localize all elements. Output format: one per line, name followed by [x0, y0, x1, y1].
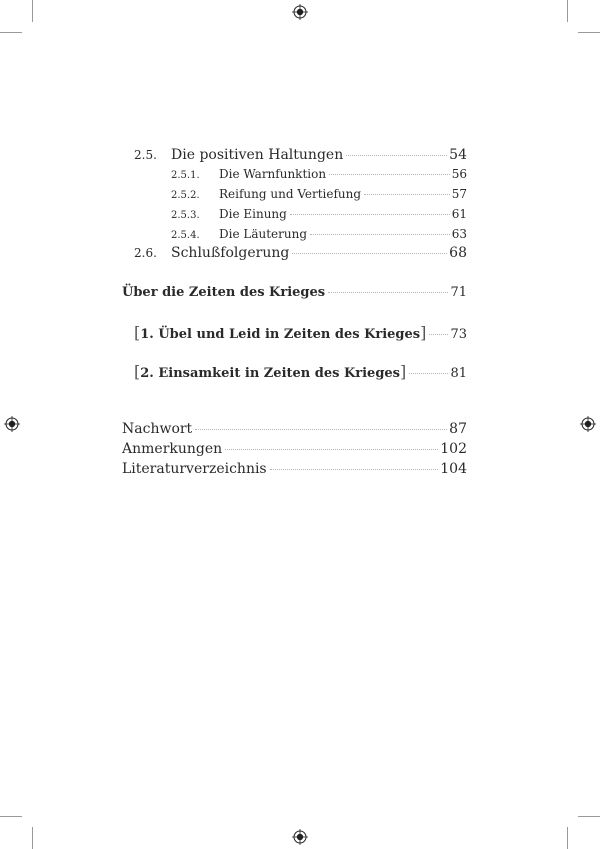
toc-entry-title: Literaturverzeichnis [122, 461, 267, 477]
toc-entry [134, 245, 467, 261]
toc-entry [122, 421, 467, 437]
crop-mark-bottom-left [32, 827, 33, 849]
toc-leader-dots [310, 234, 450, 235]
toc-leader-dots [195, 429, 447, 430]
toc-entry-page: 56 [451, 167, 467, 181]
toc-entry-page: 57 [451, 187, 467, 201]
toc-bracket-open: [ [134, 323, 141, 342]
crop-mark-top-right-h [578, 32, 600, 33]
crop-mark-bottom-left-h [0, 816, 22, 817]
toc-entry [122, 461, 467, 477]
toc-leader-dots [290, 214, 450, 215]
toc-entry-number: 2.5. [134, 148, 157, 162]
crop-mark-top-left [32, 0, 33, 22]
toc-leader-dots [409, 373, 448, 374]
toc-entry-page: 68 [449, 245, 467, 261]
toc-leader-dots [270, 469, 439, 470]
toc-bracket-close: ] [420, 323, 427, 342]
registration-mark-right-icon [580, 416, 596, 432]
toc-leader-dots [429, 334, 448, 335]
toc-entry-page: 63 [451, 227, 467, 241]
toc-entry [122, 285, 467, 300]
registration-mark-top-icon [292, 4, 308, 20]
toc-entry [134, 323, 467, 342]
toc-entry-page: 71 [450, 285, 467, 300]
toc-entry-number: 2.6. [134, 246, 157, 260]
toc-entry-number: 2.5.2. [171, 190, 200, 201]
toc-entry-title: Schlußfolgerung [171, 245, 290, 261]
toc-leader-dots [364, 194, 450, 195]
toc-entry-title: 1. Übel und Leid in Zeiten des Krieges [140, 327, 421, 342]
toc-entry-number: 2.5.4. [171, 230, 200, 241]
toc-entry-title: Anmerkungen [122, 441, 223, 457]
toc-bracket-close: ] [400, 362, 407, 381]
toc-bracket-open: [ [134, 362, 141, 381]
toc-entry [171, 167, 467, 181]
toc-entry-page: 87 [449, 421, 467, 437]
toc-entry-page: 104 [440, 461, 467, 477]
toc-leader-dots [329, 174, 450, 175]
toc-entry [171, 187, 467, 201]
toc-entry-number: 2.5.1. [171, 170, 200, 181]
toc-entry [171, 207, 467, 221]
toc-entry-title: Die Warnfunktion [219, 167, 327, 181]
crop-mark-bottom-right-h [578, 816, 600, 817]
toc-leader-dots [225, 449, 438, 450]
toc-entry [134, 147, 467, 163]
toc-entry-page: 81 [450, 366, 467, 381]
toc-leader-dots [328, 292, 448, 293]
registration-mark-left-icon [4, 416, 20, 432]
toc-entry [122, 441, 467, 457]
toc-entry-title: Die positiven Haltungen [171, 147, 344, 163]
toc-entry-title: 2. Einsamkeit in Zeiten des Krieges [140, 366, 401, 381]
crop-mark-top-right [567, 0, 568, 22]
registration-mark-bottom-icon [292, 829, 308, 845]
toc-entry-title: Reifung und Vertiefung [219, 187, 362, 201]
toc-entry-page: 54 [449, 147, 467, 163]
toc-entry-title: Nachwort [122, 421, 193, 437]
crop-mark-top-left-h [0, 32, 22, 33]
toc-entry-title: Über die Zeiten des Krieges [122, 285, 326, 300]
toc-leader-dots [346, 155, 447, 156]
toc-entry-page: 102 [440, 441, 467, 457]
toc-entry [171, 227, 467, 241]
toc-entry [134, 362, 467, 381]
toc-entry-title: Die Läuterung [219, 227, 308, 241]
toc-leader-dots [292, 253, 447, 254]
toc-entry-number: 2.5.3. [171, 210, 200, 221]
toc-entry-page: 73 [450, 327, 467, 342]
toc-entry-page: 61 [451, 207, 467, 221]
toc-entry-title: Die Einung [219, 207, 287, 221]
crop-mark-bottom-right [567, 827, 568, 849]
